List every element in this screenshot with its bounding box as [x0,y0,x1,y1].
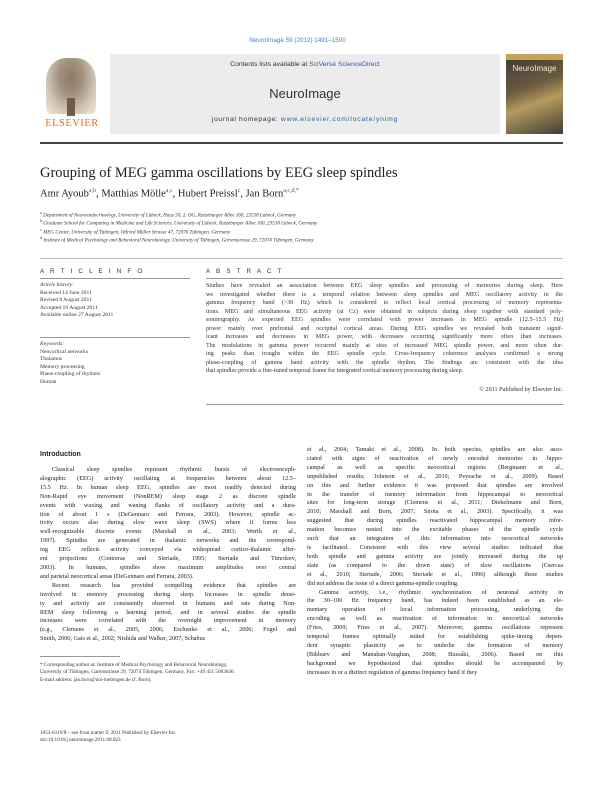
abstract-line: Studies have revealed an association between EEG sleep spindles and processing of memories during sleep. Here [206,283,563,289]
doi-link[interactable]: doi:10.1016/j.neuroimage.2011.08.023 [40,737,121,744]
body-column-left [40,466,296,644]
abstract-heading: A B S T R A C T [206,268,284,275]
text-line: (Bikbaev and Manahan-Vaughan, 2008; Buzsáki, 2006). Based on this [307,650,563,658]
history-date: Available online 27 August 2011 [40,312,114,319]
journal-title: NeuroImage [269,86,341,101]
author-name[interactable]: Matthias Mölle [101,188,166,200]
text-line: is facilitated. Consistent with this view several studies indicated that [307,543,563,551]
text-line: 15.5 Hz. In human sleep EEG, spindles are most readily detected during [40,483,296,491]
text-line: background we hypothesized that spindles should be accompanied by [307,659,563,667]
sciencedirect-link[interactable]: SciVerse ScienceDirect [309,61,380,68]
author-affiliation-mark[interactable]: a,c,d,* [283,188,300,194]
text-line: ty and activity are consistently observed in humans and rats during Non- [40,599,296,607]
text-line: Gamma activity, i.e., rhythmic synchronization of neuronal activity in [319,588,563,596]
abstract-line: gamma frequency band (>30 Hz) which is considered to reflect local cortical processing of memory representa- [206,300,563,307]
journal-banner [110,54,500,134]
author-name[interactable]: Jan Born [245,188,284,200]
history-date: Revised 8 August 2011 [40,297,92,304]
article-history: Article history: Received 14 June 2011 Revised 8 August 2011 Accepted 10 August 2011 Available online 27 August 2011 [40,282,190,320]
text-line: ent projections (Contreras and Steriade, 1995; Steriade and Timofeev, [40,555,296,563]
text-line: 1997). Spindles are generated in thalamic networks and the correspond- [40,537,296,545]
affiliation-text: MEG Center, University of Tübingen, Otfried Müller Strasse 47, 72076 Tübingen, Germany [43,229,231,236]
text-line: mentary operation of local information processing, underlying the [307,606,563,614]
keyword: Phase-coupling of rhythms [40,371,101,378]
text-line: Smith, 2006; Gais et al., 2002; Nishida and Walker, 2007; Schabus [40,635,206,643]
text-line: events with waxing and waning flanks of oscillatory activity and a dura- [40,501,296,509]
text-line: alographic (EEG) activity oscillating at frequencies between about 12.5– [40,474,296,482]
text-line: such that an integration of this information into neocortical networks [307,535,563,543]
footnote-line: E-mail address: jan.born@uni-tuebingen.de (J. Born). [40,676,152,683]
author-affiliation-mark[interactable]: c [237,188,241,194]
header-rule [40,142,563,144]
keyword: Memory processing [40,363,85,370]
affiliation-mark: b [40,218,42,224]
elsevier-logo [40,54,104,134]
author-affiliation-mark[interactable]: a,c [165,188,173,194]
text-line: state (as compared to the down state) of slow oscillations (Csercsa [307,561,563,569]
text-line: increases in or a distinct regulation of gamma frequency band if they [307,668,478,676]
affiliation-text: Institute of Medical Psychology and Behavioral Neurobiology, University of Tübingen, Gartenstrasse 29, 72074 Tübingen, Germany [43,237,314,244]
journal-header [40,54,563,136]
text-line: tivity occurs also during slow wave sleep (SWS) where it forms less [40,519,296,527]
text-line: both spindle and gamma activity are jointly increased during the up [307,552,563,560]
text-line: ing EEG reflects activity conveyed via widespread cortico-thalamic affer- [40,546,296,554]
copyright: © 2011 Published by Elsevier Inc. [479,387,563,393]
text-line: (e.g., Clemens et al., 2005, 2006; Eschenko et al., 2006; Fogel and [40,626,296,634]
text-line: on this and further evidence it was proposed that spindles are involved [307,481,563,489]
journal-homepage: journal homepage: www.elsevier.com/locate/ynimg [211,116,399,123]
affiliation-mark: d [40,234,42,240]
author-list: Amr Ayoub$^{a,b}$, Matthias Mölle$^{a,c}$, Hubert Preissl$^c$, Jan Born$^{a,c,d,*}$ [40,188,300,200]
text-line: suggested that during spindles reactivated hippocampal memory infor- [307,517,563,525]
front-matter-line: 1053-8119/$ – see front matter © 2011 Published by Elsevier Inc. [40,730,177,736]
keywords: Keywords: Neocortical networks Thalamus Memory processing Phase-coupling of rhythms Human [40,341,190,387]
section-title-introduction: Introduction [40,451,81,458]
info-rule [40,258,563,259]
contents-line: Contents lists available at SciVerse ScienceDirect [230,61,380,68]
text-line: increases were correlated with the overnight improvement in memory [40,617,296,625]
text-line: 2003). In humans, spindles show maximum amplitudes over central [40,563,296,571]
body-column-right [307,446,563,678]
abstract-line: that spindles provide a fine-tuned temporal frame for integrated cortical memory processing during sleep. [206,368,464,375]
text-line: Non-Rapid eye movement (NonREM) sleep stage 2 as discrete spindle [40,492,296,500]
publisher-name: ELSEVIER [45,118,99,129]
front-matter-info [40,730,296,745]
abstract-line: The modulations in gamma power occurred mainly at sites of increased MEG spindle power, and more often dur- [206,342,563,349]
text-line: tion of about 1 s (DeGennaro and Ferrara, 2003). However, spindle ac- [40,510,296,518]
journal-citation[interactable]: NeuroImage 59 (2012) 1491–1500 [249,37,346,44]
text-line: in the transfer of memory information from hippocampal to neocortical [307,490,563,498]
abstract-line: phase-coupling of gamma band activity with the spindle rhythm. The findings are consistent with the idea [206,359,563,366]
abstract-line: power mainly over prefrontal and occipital cortical areas. During EEG spindles we revealed both transient signif- [206,325,563,332]
affiliation-mark: c [40,226,42,232]
abstract-line: somnography. As expected EEG spindles were correlated with power increases in MEG spindle (12.5–15.5 Hz) [206,317,563,324]
text-line: 2010; Marshall and Born, 2007; Sirota et al., 2003). Specifically, it was [307,508,563,516]
text-line: et al., 2004; Tamaki et al., 2008). In both species, spindles are also asso- [307,446,563,453]
history-date: Accepted 10 August 2011 [40,304,98,311]
footnote-line: * Corresponding author at: Institute of Medical Psychology and Behavioral Neurobiology, [40,662,228,668]
cover-title: NeuroImage [512,64,557,73]
text-line: campal as well as specific neocortical regions (Bergmann et al., [307,463,563,471]
corresponding-author-footnote [40,662,296,684]
text-line: the 30–100 Hz frequency band, has indeed been established as an ele- [307,597,563,605]
article-info-heading: A R T I C L E I N F O [40,268,145,275]
abstract-text [206,282,563,376]
article-title: Grouping of MEG gamma oscillations by EEG sleep spindles [40,165,398,181]
text-line: mation becomes nested into the excitable phases of the spindle cycle [307,526,563,534]
text-line: (Fries, 2009; Fries et al., 2007). Moreover, gamma oscillations represent [307,624,563,632]
text-line: Classical sleep spindles represent rhythmic bursts of electroenceph- [52,466,296,473]
text-line: encoding as well as reactivation of information in neocortical networks [307,615,563,623]
abstract-line: we investigated whether there is a temporal relation between sleep spindles and MEG oscillatory activity in the [206,291,563,298]
author-name[interactable]: Amr Ayoub [40,188,89,200]
affiliation [40,234,563,245]
abstract-line: tions. MEG and simultaneous EEG activity (at Cz) were obtained in subjects during sleep together with standard poly- [206,308,563,315]
keyword: Neocortical networks [40,348,88,355]
homepage-link[interactable]: www.elsevier.com/locate/ynimg [280,116,399,123]
text-line: Recent research has provided compelling evidence that spindles are [52,581,296,589]
text-line: dent synaptic plasticity as to underlie the formation of memory [307,641,563,649]
text-line: did not address the issue of a direct gamma-spindle coupling. [307,579,459,587]
text-line: et al., 2010; Steriade, 2006; Steriade et al., 1996) although these studies [307,570,563,578]
text-line: and parietal neocortical areas (DeGennaro and Ferrara, 2003). [40,572,194,580]
keyword: Human [40,378,57,385]
author-name[interactable]: Hubert Preissl [177,188,238,200]
text-line: REM sleep following a learning period, and in several studies the spindle [40,608,296,616]
affiliation-text: Department of Neuroendocrinology, University of Lübeck, Haus 50, 2. OG, Ratzeburger Allee 160, 23538 Lübeck, Germany [43,212,297,219]
author-affiliation-mark[interactable]: a,b [88,188,97,194]
text-line: temporal frames optimally suited for establishing spike-timing depen- [307,633,563,641]
journal-cover-image [506,54,563,134]
abstract-line: icant increases and decreases in MEG power, with decreases occurring significantly more often than increases. [206,334,563,341]
text-line: ciated with signs of reactivation of newly encoded memories in hippo- [307,454,563,462]
affiliation-mark: a [40,210,42,215]
text-line: unpublished results; Johnson et al., 2010; Peyrache et al., 2009). Based [307,472,563,480]
history-date: Received 14 June 2011 [40,289,92,296]
text-line: involved in memory processing during sleep. Increases in spindle densi- [40,590,296,598]
affiliation-text: Graduate School for Computing in Medicine and Life Sciences, University of Lübeck, Ratzeburger Allee 160, 23538 Lübeck, Germany [43,220,318,227]
keyword: Thalamus [40,356,63,363]
abstract-line: ing peaks than troughs within the EEG spindle cycle. Cross-frequency coherence analyses confirmed a strong [206,351,563,358]
text-line: sites for long-term storage (Clemens et al., 2011; Diekelmann and Born, [307,499,563,507]
footnote-line: University of Tübingen, Gartenstrasse 29, 72074 Tübingen, Germany. Fax: +49 451 5003640. [40,669,235,676]
text-line: well-recognizable discrete events (Marshall et al., 2003; Werth et al., [40,528,296,536]
